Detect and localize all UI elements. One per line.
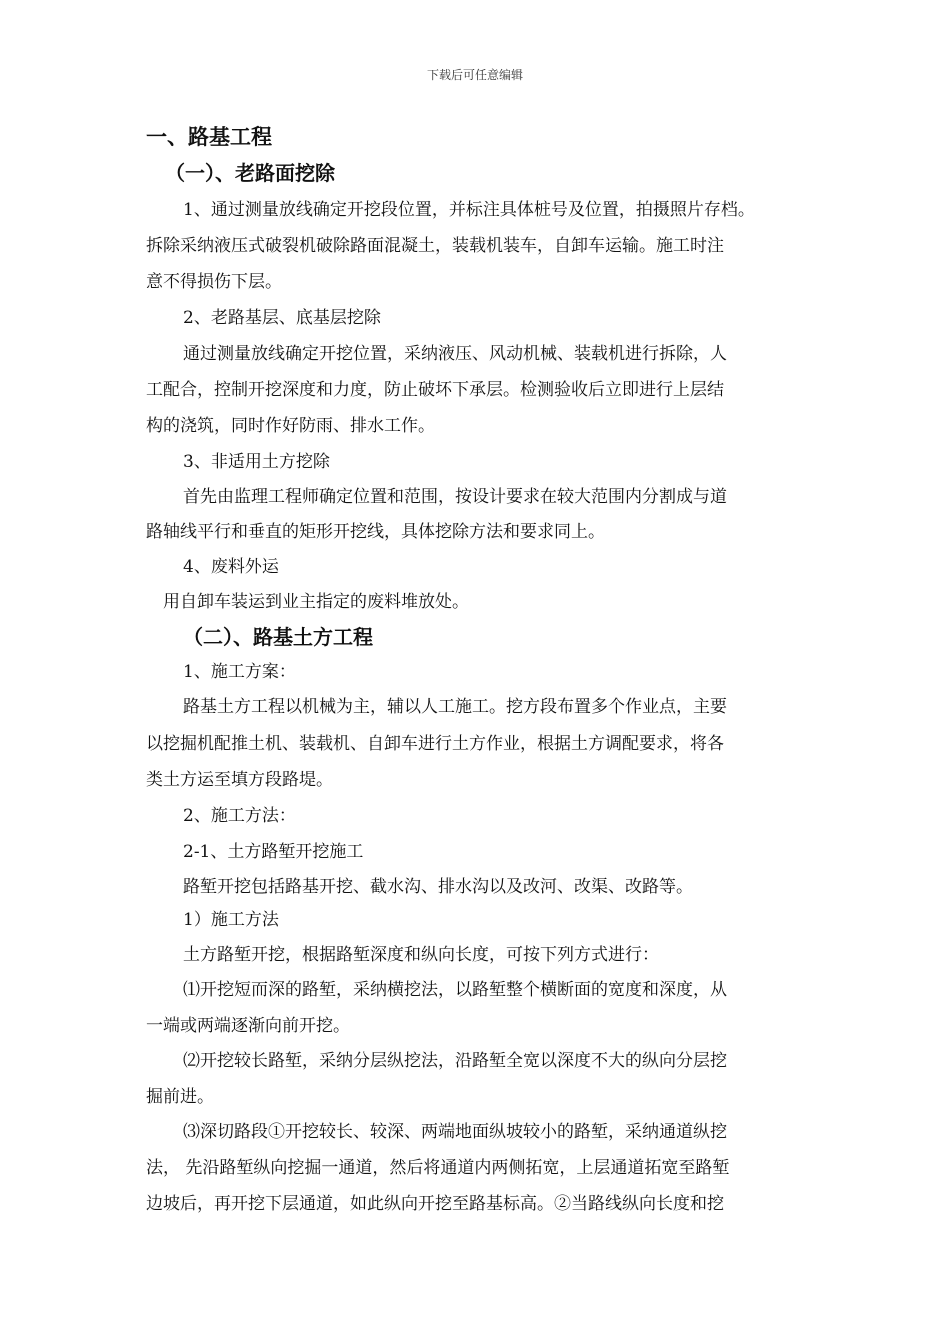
paragraph-line: 土方路堑开挖，根据路堑深度和纵向长度，可按下列方式进行： bbox=[183, 945, 659, 965]
list-item-heading: 3、非适用土方挖除 bbox=[183, 452, 330, 472]
paragraph-line: 法， 先沿路堑纵向挖掘一通道，然后将通道内两侧拓宽，上层通道拓宽至路堑 bbox=[146, 1158, 730, 1178]
paragraph-line: 路轴线平行和垂直的矩形开挖线，具体挖除方法和要求同上。 bbox=[146, 522, 605, 542]
paragraph-line: ⑴开挖短而深的路堑，采纳横挖法，以路堑整个横断面的宽度和深度，从 bbox=[183, 980, 727, 1000]
paragraph-line: 拆除采纳液压式破裂机破除路面混凝土，装载机装车，自卸车运输。施工时注 bbox=[146, 236, 724, 256]
paragraph-line: 路堑开挖包括路基开挖、截水沟、排水沟以及改河、改渠、改路等。 bbox=[183, 877, 693, 897]
paragraph-line: ⑶深切路段①开挖较长、较深、两端地面纵坡较小的路堑，采纳通道纵挖 bbox=[183, 1122, 727, 1142]
list-item-heading: 1、施工方案： bbox=[183, 662, 296, 682]
paragraph-line: 路基土方工程以机械为主，辅以人工施工。挖方段布置多个作业点，主要 bbox=[183, 697, 727, 717]
paragraph-line: 掘前进。 bbox=[146, 1087, 214, 1107]
paragraph-line: ⑵开挖较长路堑，采纳分层纵挖法，沿路堑全宽以深度不大的纵向分层挖 bbox=[183, 1051, 727, 1071]
main-heading: 一、路基工程 bbox=[146, 124, 272, 149]
paragraph-line: 构的浇筑，同时作好防雨、排水工作。 bbox=[146, 416, 435, 436]
paragraph-line: 意不得损伤下层。 bbox=[146, 272, 282, 292]
header-note: 下载后可任意编辑 bbox=[426, 68, 523, 82]
paragraph-line: 通过测量放线确定开挖位置，采纳液压、风动机械、装载机进行拆除，人 bbox=[183, 344, 727, 364]
paragraph-line: 1、通过测量放线确定开挖段位置，并标注具体桩号及位置，拍摄照片存档。 bbox=[183, 200, 755, 220]
list-item-heading: 2、老路基层、底基层挖除 bbox=[183, 308, 381, 328]
section-heading-2: （二）、路基土方工程 bbox=[183, 625, 373, 649]
list-item-heading: 2-1、土方路堑开挖施工 bbox=[183, 842, 364, 862]
list-item-heading: 1）施工方法 bbox=[183, 910, 279, 930]
paragraph-line: 一端或两端逐渐向前开挖。 bbox=[146, 1016, 350, 1036]
paragraph-line: 工配合，控制开挖深度和力度，防止破坏下承层。检测验收后立即进行上层结 bbox=[146, 380, 724, 400]
paragraph-line: 边坡后，再开挖下层通道，如此纵向开挖至路基标高。②当路线纵向长度和挖 bbox=[146, 1194, 724, 1214]
section-heading-1: （一）、老路面挖除 bbox=[165, 161, 335, 185]
list-item-heading: 4、废料外运 bbox=[183, 557, 279, 577]
list-item-heading: 2、施工方法： bbox=[183, 806, 296, 826]
paragraph-line: 类土方运至填方段路堤。 bbox=[146, 770, 333, 790]
paragraph-line: 用自卸车装运到业主指定的废料堆放处。 bbox=[163, 592, 469, 612]
paragraph-line: 首先由监理工程师确定位置和范围，按设计要求在较大范围内分割成与道 bbox=[183, 487, 727, 507]
paragraph-line: 以挖掘机配推土机、装载机、自卸车进行土方作业，根据土方调配要求，将各 bbox=[146, 734, 724, 754]
